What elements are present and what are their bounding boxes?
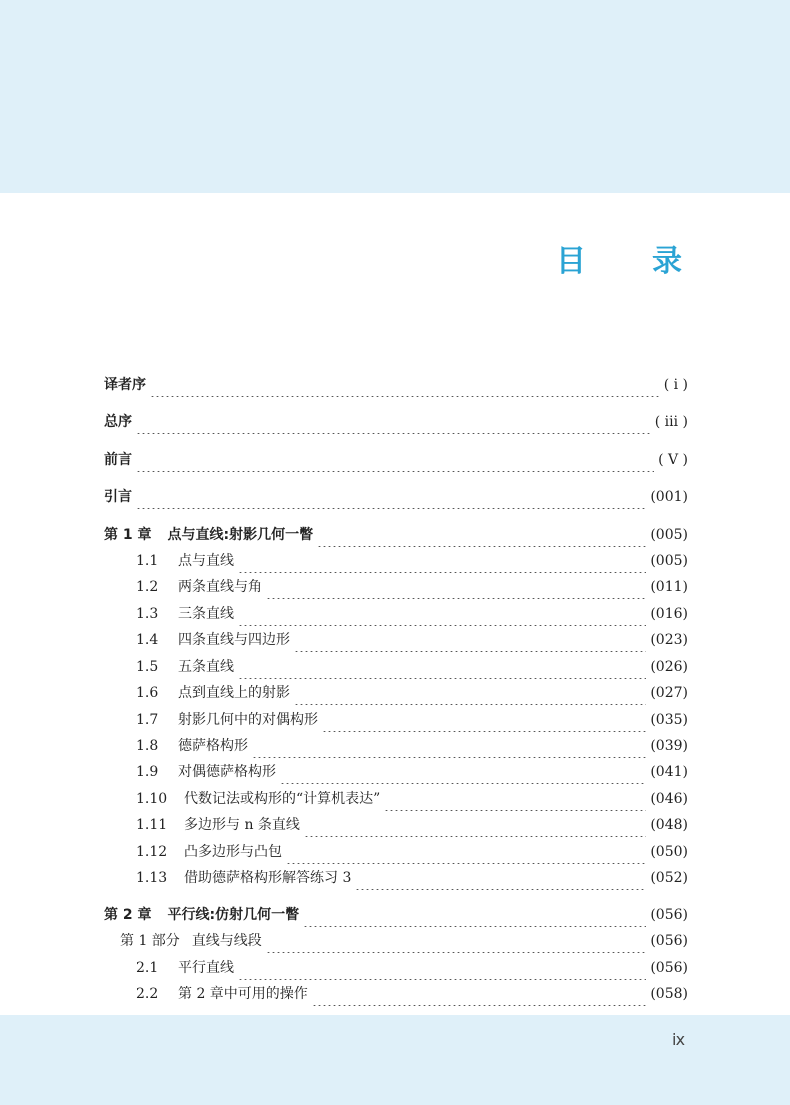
toc-page: ( ⅲ ): [654, 414, 688, 430]
dot-leader: [317, 523, 646, 547]
section-number: 1.4: [136, 632, 159, 648]
dot-leader: [136, 485, 646, 509]
toc-page: (016): [650, 606, 688, 622]
section-number: 1.5: [136, 659, 159, 675]
dot-leader: [252, 734, 646, 758]
section-number: 1.13: [136, 870, 168, 886]
dot-leader: [238, 655, 646, 679]
toc-page: (026): [650, 659, 688, 675]
section-number: 1.11: [136, 817, 168, 833]
toc-page: (050): [650, 844, 688, 860]
section-number: 1.1: [136, 553, 159, 569]
header-band: [0, 0, 790, 193]
toc-label: 总序: [104, 414, 132, 430]
section-number: 1.3: [136, 606, 159, 622]
section-number: 1.2: [136, 579, 159, 595]
toc-page: (027): [650, 685, 688, 701]
toc-label: 点到直线上的射影: [178, 685, 290, 701]
dot-leader: [294, 681, 646, 705]
toc-entry-preface[interactable]: [104, 448, 688, 472]
dot-leader: [136, 448, 654, 472]
toc-label: 射影几何中的对偶构形: [178, 712, 318, 728]
toc-entry-section-1-12[interactable]: [136, 840, 688, 864]
dot-leader: [294, 628, 646, 652]
toc-page: (005): [650, 527, 688, 543]
toc-label: 对偶德萨格构形: [178, 764, 276, 780]
toc-label: 四条直线与四边形: [178, 632, 290, 648]
dot-leader: [238, 602, 646, 626]
chapter-number: 第 2 章: [104, 907, 152, 923]
toc-entry-part-1[interactable]: [120, 929, 688, 953]
dot-leader: [322, 708, 646, 732]
section-number: 1.7: [136, 712, 159, 728]
dot-leader: [238, 549, 646, 573]
toc-label: 凸多边形与凸包: [184, 844, 282, 860]
toc-page: (046): [650, 791, 688, 807]
toc-entry-section-1-2[interactable]: [136, 575, 688, 599]
toc-entry-section-1-3[interactable]: [136, 602, 688, 626]
toc-entry-introduction[interactable]: [104, 485, 688, 509]
toc-page: (039): [650, 738, 688, 754]
dot-leader: [266, 929, 647, 953]
toc-entry-chapter-2[interactable]: [104, 903, 688, 927]
toc-page: (035): [650, 712, 688, 728]
toc-page: ( ⅰ ): [663, 377, 688, 393]
toc-entry-section-1-10[interactable]: [136, 787, 688, 811]
toc-entry-section-1-11[interactable]: [136, 813, 688, 837]
toc-label: 借助德萨格构形解答练习 3: [184, 870, 352, 886]
dot-leader: [280, 760, 646, 784]
toc-page: (056): [650, 960, 688, 976]
title-char-2: 录: [652, 244, 682, 279]
toc-entry-section-1-9[interactable]: [136, 760, 688, 784]
chapter-number: 第 1 章: [104, 527, 152, 543]
toc-label: 点与直线: [178, 553, 234, 569]
toc-label: 代数记法或构形的“计算机表达”: [184, 791, 381, 807]
section-number: 2.1: [136, 960, 159, 976]
toc-page: ( Ⅴ ): [658, 452, 688, 468]
toc-label: 平行直线: [178, 960, 234, 976]
dot-leader: [303, 903, 646, 927]
toc-entry-section-1-7[interactable]: [136, 708, 688, 732]
part-number: 第 1 部分: [120, 933, 180, 949]
toc-entry-section-2-2[interactable]: [136, 982, 688, 1006]
toc-page: (005): [650, 553, 688, 569]
toc-label: 直线与线段: [191, 933, 262, 949]
dot-leader: [266, 575, 646, 599]
section-number: 1.10: [136, 791, 168, 807]
toc-entry-general-preface[interactable]: [104, 410, 688, 434]
toc-label: 引言: [104, 489, 132, 505]
toc-page: (058): [650, 986, 688, 1002]
toc-label: 平行线:仿射几何一瞥: [167, 907, 300, 923]
dot-leader: [304, 813, 646, 837]
toc-page: (048): [650, 817, 688, 833]
toc-entry-translator-preface[interactable]: [104, 373, 688, 397]
toc-label: 三条直线: [178, 606, 234, 622]
toc-label: 多边形与 n 条直线: [184, 817, 300, 833]
dot-leader: [150, 373, 660, 397]
toc-entry-section-1-4[interactable]: [136, 628, 688, 652]
toc-entry-section-1-6[interactable]: [136, 681, 688, 705]
section-number: 2.2: [136, 986, 159, 1002]
dot-leader: [136, 410, 651, 434]
toc-page: (001): [650, 489, 688, 505]
dot-leader: [286, 840, 646, 864]
toc-entry-chapter-1[interactable]: [104, 523, 688, 547]
toc-entry-section-1-13[interactable]: [136, 866, 688, 890]
toc-label: 两条直线与角: [178, 579, 262, 595]
page-number: ⅸ: [672, 1030, 686, 1049]
toc-label: 五条直线: [178, 659, 234, 675]
toc-entry-section-1-5[interactable]: [136, 655, 688, 679]
toc-page: (041): [650, 764, 688, 780]
section-number: 1.9: [136, 764, 159, 780]
toc-label: 译者序: [104, 377, 146, 393]
toc-page: (011): [650, 579, 688, 595]
dot-leader: [355, 866, 646, 890]
section-number: 1.8: [136, 738, 159, 754]
toc-entry-section-2-1[interactable]: [136, 956, 688, 980]
toc-label: 前言: [104, 452, 132, 468]
toc-page: (056): [650, 907, 688, 923]
section-number: 1.6: [136, 685, 159, 701]
toc-page: (052): [650, 870, 688, 886]
dot-leader: [312, 982, 647, 1006]
section-number: 1.12: [136, 844, 168, 860]
footer-band: [0, 1015, 790, 1105]
toc-label: 德萨格构形: [178, 738, 248, 754]
toc-page: (023): [650, 632, 688, 648]
toc-label: 点与直线:射影几何一瞥: [167, 527, 314, 543]
dot-leader: [238, 956, 646, 980]
toc-label: 第 2 章中可用的操作: [178, 986, 308, 1002]
toc-entry-section-1-8[interactable]: [136, 734, 688, 758]
dot-leader: [384, 787, 646, 811]
toc-entry-section-1-1[interactable]: [136, 549, 688, 573]
toc-page: (056): [650, 933, 688, 949]
title-char-1: 目: [556, 244, 586, 279]
